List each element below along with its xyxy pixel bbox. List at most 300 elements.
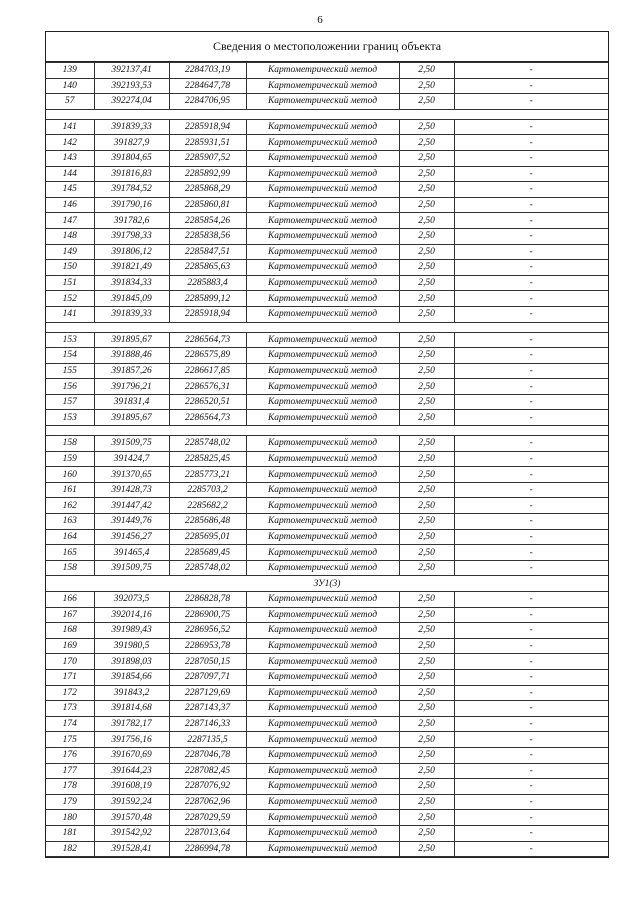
method-cell: Картометрический метод bbox=[246, 228, 399, 244]
method-cell: Картометрический метод bbox=[246, 592, 399, 608]
x-coordinate-cell: 391839,33 bbox=[94, 119, 169, 135]
table-row bbox=[46, 747, 608, 763]
x-coordinate-cell: 391528,41 bbox=[94, 841, 169, 857]
y-coordinate-cell: 2285838,56 bbox=[169, 228, 246, 244]
method-cell: Картометрический метод bbox=[246, 197, 399, 213]
point-number-cell: 161 bbox=[46, 482, 94, 498]
table-row bbox=[46, 763, 608, 779]
x-coordinate-cell: 391989,43 bbox=[94, 623, 169, 639]
x-coordinate-cell: 392073,5 bbox=[94, 592, 169, 608]
x-coordinate-cell: 391806,12 bbox=[94, 244, 169, 260]
method-cell: Картометрический метод bbox=[246, 394, 399, 410]
point-number-cell: 173 bbox=[46, 701, 94, 717]
y-coordinate-cell: 2287129,69 bbox=[169, 685, 246, 701]
y-coordinate-cell: 2285883,4 bbox=[169, 275, 246, 291]
method-cell: Картометрический метод bbox=[246, 363, 399, 379]
table-row bbox=[46, 794, 608, 810]
point-number-cell: 166 bbox=[46, 592, 94, 608]
point-number-cell: 144 bbox=[46, 166, 94, 182]
accuracy-cell: 2,50 bbox=[399, 94, 454, 110]
x-coordinate-cell: 391857,26 bbox=[94, 363, 169, 379]
group-separator-row bbox=[46, 322, 608, 332]
point-number-cell: 176 bbox=[46, 747, 94, 763]
x-coordinate-cell: 391542,92 bbox=[94, 825, 169, 841]
table-row bbox=[46, 685, 608, 701]
x-coordinate-cell: 391449,76 bbox=[94, 514, 169, 530]
accuracy-cell: 2,50 bbox=[399, 213, 454, 229]
point-number-cell: 158 bbox=[46, 436, 94, 452]
point-number-cell: 146 bbox=[46, 197, 94, 213]
point-number-cell: 169 bbox=[46, 638, 94, 654]
description-cell: - bbox=[454, 379, 608, 395]
y-coordinate-cell: 2286900,75 bbox=[169, 607, 246, 623]
method-cell: Картометрический метод bbox=[246, 379, 399, 395]
description-cell: - bbox=[454, 592, 608, 608]
point-number-cell: 175 bbox=[46, 732, 94, 748]
y-coordinate-cell: 2286564,73 bbox=[169, 332, 246, 348]
x-coordinate-cell: 391424,7 bbox=[94, 451, 169, 467]
table-row bbox=[46, 260, 608, 276]
point-number-cell: 142 bbox=[46, 135, 94, 151]
accuracy-cell: 2,50 bbox=[399, 436, 454, 452]
accuracy-cell: 2,50 bbox=[399, 592, 454, 608]
y-coordinate-cell: 2285899,12 bbox=[169, 291, 246, 307]
point-number-cell: 164 bbox=[46, 529, 94, 545]
method-cell: Картометрический метод bbox=[246, 150, 399, 166]
accuracy-cell: 2,50 bbox=[399, 514, 454, 530]
y-coordinate-cell: 2285682,2 bbox=[169, 498, 246, 514]
y-coordinate-cell: 2285860,81 bbox=[169, 197, 246, 213]
table-row bbox=[46, 732, 608, 748]
accuracy-cell: 2,50 bbox=[399, 63, 454, 79]
accuracy-cell: 2,50 bbox=[399, 529, 454, 545]
accuracy-cell: 2,50 bbox=[399, 78, 454, 94]
y-coordinate-cell: 2285868,29 bbox=[169, 182, 246, 198]
method-cell: Картометрический метод bbox=[246, 275, 399, 291]
x-coordinate-cell: 391827,9 bbox=[94, 135, 169, 151]
method-cell: Картометрический метод bbox=[246, 306, 399, 322]
y-coordinate-cell: 2287097,71 bbox=[169, 669, 246, 685]
x-coordinate-cell: 391845,09 bbox=[94, 291, 169, 307]
coordinates-table bbox=[46, 62, 608, 857]
description-cell: - bbox=[454, 467, 608, 483]
method-cell: Картометрический метод bbox=[246, 348, 399, 364]
accuracy-cell: 2,50 bbox=[399, 498, 454, 514]
method-cell: Картометрический метод bbox=[246, 482, 399, 498]
table-row bbox=[46, 135, 608, 151]
x-coordinate-cell: 391814,68 bbox=[94, 701, 169, 717]
table-row bbox=[46, 363, 608, 379]
accuracy-cell: 2,50 bbox=[399, 560, 454, 576]
table-row bbox=[46, 498, 608, 514]
x-coordinate-cell: 391790,16 bbox=[94, 197, 169, 213]
point-number-cell: 180 bbox=[46, 810, 94, 826]
description-cell: - bbox=[454, 119, 608, 135]
description-cell: - bbox=[454, 716, 608, 732]
point-number-cell: 179 bbox=[46, 794, 94, 810]
point-number-cell: 148 bbox=[46, 228, 94, 244]
point-number-cell: 177 bbox=[46, 763, 94, 779]
method-cell: Картометрический метод bbox=[246, 623, 399, 639]
method-cell: Картометрический метод bbox=[246, 63, 399, 79]
y-coordinate-cell: 2287062,96 bbox=[169, 794, 246, 810]
description-cell: - bbox=[454, 747, 608, 763]
description-cell: - bbox=[454, 197, 608, 213]
method-cell: Картометрический метод bbox=[246, 135, 399, 151]
description-cell: - bbox=[454, 166, 608, 182]
table-row bbox=[46, 197, 608, 213]
y-coordinate-cell: 2286953,78 bbox=[169, 638, 246, 654]
y-coordinate-cell: 2287050,15 bbox=[169, 654, 246, 670]
table-row bbox=[46, 150, 608, 166]
description-cell: - bbox=[454, 436, 608, 452]
accuracy-cell: 2,50 bbox=[399, 394, 454, 410]
y-coordinate-cell: 2286564,73 bbox=[169, 410, 246, 426]
accuracy-cell: 2,50 bbox=[399, 747, 454, 763]
method-cell: Картометрический метод bbox=[246, 841, 399, 857]
y-coordinate-cell: 2285907,52 bbox=[169, 150, 246, 166]
table-row bbox=[46, 482, 608, 498]
method-cell: Картометрический метод bbox=[246, 291, 399, 307]
x-coordinate-cell: 391895,67 bbox=[94, 332, 169, 348]
y-coordinate-cell: 2287135,5 bbox=[169, 732, 246, 748]
x-coordinate-cell: 391798,33 bbox=[94, 228, 169, 244]
accuracy-cell: 2,50 bbox=[399, 260, 454, 276]
method-cell: Картометрический метод bbox=[246, 810, 399, 826]
table-row bbox=[46, 841, 608, 857]
point-number-cell: 153 bbox=[46, 332, 94, 348]
accuracy-cell: 2,50 bbox=[399, 119, 454, 135]
method-cell: Картометрический метод bbox=[246, 545, 399, 561]
x-coordinate-cell: 391456,27 bbox=[94, 529, 169, 545]
method-cell: Картометрический метод bbox=[246, 701, 399, 717]
y-coordinate-cell: 2284647,78 bbox=[169, 78, 246, 94]
description-cell: - bbox=[454, 291, 608, 307]
method-cell: Картометрический метод bbox=[246, 669, 399, 685]
y-coordinate-cell: 2286828,78 bbox=[169, 592, 246, 608]
description-cell: - bbox=[454, 623, 608, 639]
method-cell: Картометрический метод bbox=[246, 410, 399, 426]
accuracy-cell: 2,50 bbox=[399, 135, 454, 151]
point-number-cell: 155 bbox=[46, 363, 94, 379]
x-coordinate-cell: 392137,41 bbox=[94, 63, 169, 79]
accuracy-cell: 2,50 bbox=[399, 654, 454, 670]
accuracy-cell: 2,50 bbox=[399, 150, 454, 166]
accuracy-cell: 2,50 bbox=[399, 716, 454, 732]
y-coordinate-cell: 2284706,95 bbox=[169, 94, 246, 110]
description-cell: - bbox=[454, 363, 608, 379]
description-cell: - bbox=[454, 607, 608, 623]
point-number-cell: 145 bbox=[46, 182, 94, 198]
zone-label-row bbox=[46, 576, 608, 592]
description-cell: - bbox=[454, 135, 608, 151]
x-coordinate-cell: 391592,24 bbox=[94, 794, 169, 810]
table-row bbox=[46, 779, 608, 795]
accuracy-cell: 2,50 bbox=[399, 166, 454, 182]
table-row bbox=[46, 529, 608, 545]
y-coordinate-cell: 2285825,45 bbox=[169, 451, 246, 467]
method-cell: Картометрический метод bbox=[246, 607, 399, 623]
table-row bbox=[46, 291, 608, 307]
description-cell: - bbox=[454, 560, 608, 576]
description-cell: - bbox=[454, 825, 608, 841]
y-coordinate-cell: 2286520,51 bbox=[169, 394, 246, 410]
description-cell: - bbox=[454, 545, 608, 561]
x-coordinate-cell: 391509,75 bbox=[94, 436, 169, 452]
point-number-cell: 159 bbox=[46, 451, 94, 467]
method-cell: Картометрический метод bbox=[246, 763, 399, 779]
accuracy-cell: 2,50 bbox=[399, 291, 454, 307]
table-row bbox=[46, 379, 608, 395]
x-coordinate-cell: 391834,33 bbox=[94, 275, 169, 291]
y-coordinate-cell: 2286994,78 bbox=[169, 841, 246, 857]
description-cell: - bbox=[454, 514, 608, 530]
point-number-cell: 151 bbox=[46, 275, 94, 291]
table-row bbox=[46, 436, 608, 452]
y-coordinate-cell: 2284703,19 bbox=[169, 63, 246, 79]
method-cell: Картометрический метод bbox=[246, 732, 399, 748]
point-number-cell: 147 bbox=[46, 213, 94, 229]
method-cell: Картометрический метод bbox=[246, 213, 399, 229]
point-number-cell: 181 bbox=[46, 825, 94, 841]
description-cell: - bbox=[454, 810, 608, 826]
accuracy-cell: 2,50 bbox=[399, 623, 454, 639]
table-row bbox=[46, 182, 608, 198]
point-number-cell: 174 bbox=[46, 716, 94, 732]
description-cell: - bbox=[454, 260, 608, 276]
point-number-cell: 162 bbox=[46, 498, 94, 514]
y-coordinate-cell: 2285931,51 bbox=[169, 135, 246, 151]
group-separator-row bbox=[46, 426, 608, 436]
y-coordinate-cell: 2285847,51 bbox=[169, 244, 246, 260]
description-cell: - bbox=[454, 78, 608, 94]
table-row bbox=[46, 623, 608, 639]
x-coordinate-cell: 391796,21 bbox=[94, 379, 169, 395]
point-number-cell: 172 bbox=[46, 685, 94, 701]
description-cell: - bbox=[454, 182, 608, 198]
y-coordinate-cell: 2285854,26 bbox=[169, 213, 246, 229]
accuracy-cell: 2,50 bbox=[399, 779, 454, 795]
point-number-cell: 182 bbox=[46, 841, 94, 857]
x-coordinate-cell: 391843,2 bbox=[94, 685, 169, 701]
accuracy-cell: 2,50 bbox=[399, 275, 454, 291]
description-cell: - bbox=[454, 841, 608, 857]
method-cell: Картометрический метод bbox=[246, 498, 399, 514]
table-row bbox=[46, 228, 608, 244]
x-coordinate-cell: 391888,46 bbox=[94, 348, 169, 364]
x-coordinate-cell: 391980,5 bbox=[94, 638, 169, 654]
accuracy-cell: 2,50 bbox=[399, 810, 454, 826]
accuracy-cell: 2,50 bbox=[399, 638, 454, 654]
method-cell: Картометрический метод bbox=[246, 638, 399, 654]
description-cell: - bbox=[454, 654, 608, 670]
group-separator bbox=[46, 426, 608, 436]
description-cell: - bbox=[454, 529, 608, 545]
accuracy-cell: 2,50 bbox=[399, 825, 454, 841]
y-coordinate-cell: 2286617,85 bbox=[169, 363, 246, 379]
method-cell: Картометрический метод bbox=[246, 514, 399, 530]
point-number-cell: 141 bbox=[46, 306, 94, 322]
description-cell: - bbox=[454, 348, 608, 364]
point-number-cell: 140 bbox=[46, 78, 94, 94]
table-row bbox=[46, 716, 608, 732]
point-number-cell: 150 bbox=[46, 260, 94, 276]
table-row bbox=[46, 825, 608, 841]
page-number: 6 bbox=[317, 14, 323, 26]
accuracy-cell: 2,50 bbox=[399, 332, 454, 348]
y-coordinate-cell: 2287076,92 bbox=[169, 779, 246, 795]
y-coordinate-cell: 2285748,02 bbox=[169, 560, 246, 576]
method-cell: Картометрический метод bbox=[246, 825, 399, 841]
accuracy-cell: 2,50 bbox=[399, 482, 454, 498]
table-row bbox=[46, 410, 608, 426]
y-coordinate-cell: 2287013,64 bbox=[169, 825, 246, 841]
table-row bbox=[46, 810, 608, 826]
x-coordinate-cell: 391898,03 bbox=[94, 654, 169, 670]
point-number-cell: 139 bbox=[46, 63, 94, 79]
x-coordinate-cell: 391895,67 bbox=[94, 410, 169, 426]
y-coordinate-cell: 2287046,78 bbox=[169, 747, 246, 763]
table-row bbox=[46, 607, 608, 623]
table-row bbox=[46, 166, 608, 182]
x-coordinate-cell: 391782,17 bbox=[94, 716, 169, 732]
y-coordinate-cell: 2287143,37 bbox=[169, 701, 246, 717]
table-row bbox=[46, 275, 608, 291]
point-number-cell: 154 bbox=[46, 348, 94, 364]
group-separator-row bbox=[46, 109, 608, 119]
x-coordinate-cell: 391854,66 bbox=[94, 669, 169, 685]
accuracy-cell: 2,50 bbox=[399, 545, 454, 561]
method-cell: Картометрический метод bbox=[246, 794, 399, 810]
table-row bbox=[46, 332, 608, 348]
method-cell: Картометрический метод bbox=[246, 119, 399, 135]
table-row bbox=[46, 78, 608, 94]
method-cell: Картометрический метод bbox=[246, 560, 399, 576]
method-cell: Картометрический метод bbox=[246, 182, 399, 198]
method-cell: Картометрический метод bbox=[246, 166, 399, 182]
accuracy-cell: 2,50 bbox=[399, 363, 454, 379]
accuracy-cell: 2,50 bbox=[399, 244, 454, 260]
table-row bbox=[46, 545, 608, 561]
table-title: Сведения о местоположении границ объекта bbox=[46, 32, 608, 62]
table-row bbox=[46, 638, 608, 654]
method-cell: Картометрический метод bbox=[246, 94, 399, 110]
accuracy-cell: 2,50 bbox=[399, 306, 454, 322]
method-cell: Картометрический метод bbox=[246, 451, 399, 467]
point-number-cell: 168 bbox=[46, 623, 94, 639]
description-cell: - bbox=[454, 763, 608, 779]
description-cell: - bbox=[454, 332, 608, 348]
y-coordinate-cell: 2286956,52 bbox=[169, 623, 246, 639]
table-row bbox=[46, 348, 608, 364]
y-coordinate-cell: 2285703,2 bbox=[169, 482, 246, 498]
description-cell: - bbox=[454, 794, 608, 810]
description-cell: - bbox=[454, 482, 608, 498]
y-coordinate-cell: 2286575,89 bbox=[169, 348, 246, 364]
y-coordinate-cell: 2285892,99 bbox=[169, 166, 246, 182]
group-separator bbox=[46, 109, 608, 119]
y-coordinate-cell: 2285918,94 bbox=[169, 119, 246, 135]
method-cell: Картометрический метод bbox=[246, 436, 399, 452]
x-coordinate-cell: 391831,4 bbox=[94, 394, 169, 410]
x-coordinate-cell: 391608,19 bbox=[94, 779, 169, 795]
y-coordinate-cell: 2286576,31 bbox=[169, 379, 246, 395]
method-cell: Картометрический метод bbox=[246, 332, 399, 348]
description-cell: - bbox=[454, 228, 608, 244]
group-separator bbox=[46, 322, 608, 332]
description-cell: - bbox=[454, 779, 608, 795]
boundary-table-frame bbox=[45, 31, 609, 858]
x-coordinate-cell: 392274,04 bbox=[94, 94, 169, 110]
accuracy-cell: 2,50 bbox=[399, 794, 454, 810]
x-coordinate-cell: 391816,83 bbox=[94, 166, 169, 182]
x-coordinate-cell: 391756,16 bbox=[94, 732, 169, 748]
method-cell: Картометрический метод bbox=[246, 529, 399, 545]
description-cell: - bbox=[454, 213, 608, 229]
accuracy-cell: 2,50 bbox=[399, 685, 454, 701]
table-row bbox=[46, 119, 608, 135]
point-number-cell: 157 bbox=[46, 394, 94, 410]
x-coordinate-cell: 392193,53 bbox=[94, 78, 169, 94]
x-coordinate-cell: 392014,16 bbox=[94, 607, 169, 623]
accuracy-cell: 2,50 bbox=[399, 701, 454, 717]
description-cell: - bbox=[454, 498, 608, 514]
accuracy-cell: 2,50 bbox=[399, 467, 454, 483]
y-coordinate-cell: 2287082,45 bbox=[169, 763, 246, 779]
accuracy-cell: 2,50 bbox=[399, 410, 454, 426]
accuracy-cell: 2,50 bbox=[399, 732, 454, 748]
table-row bbox=[46, 394, 608, 410]
method-cell: Картометрический метод bbox=[246, 747, 399, 763]
description-cell: - bbox=[454, 244, 608, 260]
table-row bbox=[46, 560, 608, 576]
accuracy-cell: 2,50 bbox=[399, 197, 454, 213]
point-number-cell: 170 bbox=[46, 654, 94, 670]
y-coordinate-cell: 2285695,01 bbox=[169, 529, 246, 545]
description-cell: - bbox=[454, 451, 608, 467]
accuracy-cell: 2,50 bbox=[399, 348, 454, 364]
x-coordinate-cell: 391428,73 bbox=[94, 482, 169, 498]
x-coordinate-cell: 391804,65 bbox=[94, 150, 169, 166]
x-coordinate-cell: 391821,49 bbox=[94, 260, 169, 276]
point-number-cell: 167 bbox=[46, 607, 94, 623]
x-coordinate-cell: 391570,48 bbox=[94, 810, 169, 826]
y-coordinate-cell: 2285865,63 bbox=[169, 260, 246, 276]
x-coordinate-cell: 391509,75 bbox=[94, 560, 169, 576]
table-row bbox=[46, 306, 608, 322]
accuracy-cell: 2,50 bbox=[399, 379, 454, 395]
description-cell: - bbox=[454, 701, 608, 717]
accuracy-cell: 2,50 bbox=[399, 182, 454, 198]
point-number-cell: 158 bbox=[46, 560, 94, 576]
y-coordinate-cell: 2287146,33 bbox=[169, 716, 246, 732]
y-coordinate-cell: 2285748,02 bbox=[169, 436, 246, 452]
point-number-cell: 153 bbox=[46, 410, 94, 426]
x-coordinate-cell: 391644,23 bbox=[94, 763, 169, 779]
method-cell: Картометрический метод bbox=[246, 716, 399, 732]
point-number-cell: 163 bbox=[46, 514, 94, 530]
description-cell: - bbox=[454, 150, 608, 166]
description-cell: - bbox=[454, 63, 608, 79]
point-number-cell: 178 bbox=[46, 779, 94, 795]
accuracy-cell: 2,50 bbox=[399, 607, 454, 623]
method-cell: Картометрический метод bbox=[246, 654, 399, 670]
point-number-cell: 141 bbox=[46, 119, 94, 135]
table-row bbox=[46, 244, 608, 260]
table-row bbox=[46, 514, 608, 530]
zone-label: ЗУ1(3) bbox=[46, 576, 608, 592]
description-cell: - bbox=[454, 732, 608, 748]
